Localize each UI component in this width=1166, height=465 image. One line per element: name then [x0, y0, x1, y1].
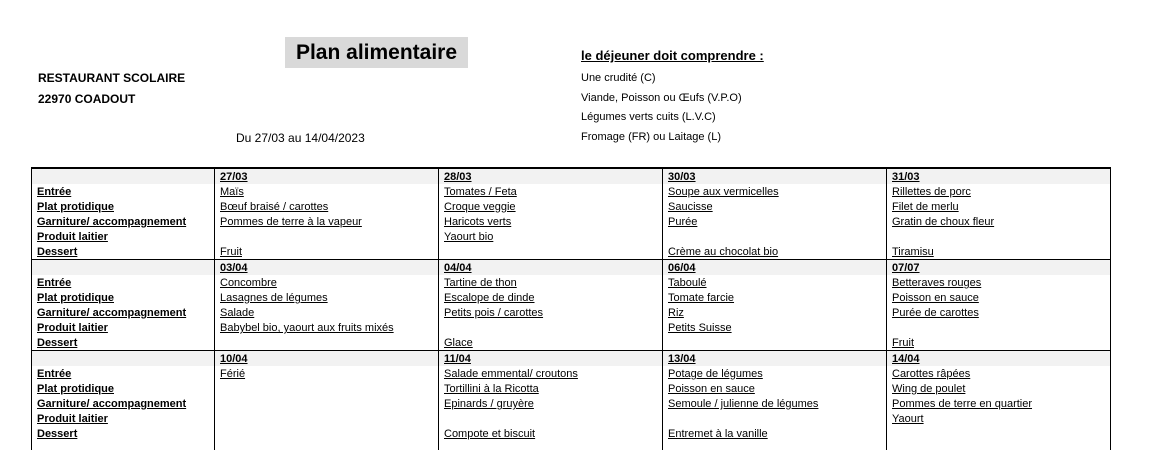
menu-cell: Pommes de terre en quartier [887, 396, 1111, 411]
date-cell: 13/04 [663, 351, 887, 367]
menu-cell: Bœuf braisé / carottes [215, 199, 439, 214]
menu-cell: Concombre [215, 275, 439, 290]
date-row-label [32, 260, 215, 276]
menu-cell: Betteraves rouges [887, 275, 1111, 290]
date-cell: 10/04 [215, 351, 439, 367]
menu-cell [215, 229, 439, 244]
table-row [32, 184, 1111, 199]
page-title: Plan alimentaire [285, 37, 468, 68]
row-label: Garniture/ accompagnement [32, 305, 215, 320]
menu-cell: Escalope de dinde [439, 290, 663, 305]
menu-cell: Fruit [215, 244, 439, 260]
menu-cell: Babybel bio, yaourt aux fruits mixés [215, 320, 439, 335]
row-label: Entrée [32, 275, 215, 290]
menu-cell: Férié [215, 366, 439, 381]
menu-cell: Haricots verts [439, 214, 663, 229]
menu-cell [439, 411, 663, 426]
org-name: RESTAURANT SCOLAIRE [38, 71, 186, 85]
menu-cell [663, 335, 887, 351]
date-cell: 06/04 [663, 260, 887, 276]
row-label: Produit laitier [32, 320, 215, 335]
menu-cell: Filet de merlu [887, 199, 1111, 214]
menu-cell [215, 381, 439, 396]
date-row [32, 168, 1111, 184]
menu-cell [887, 320, 1111, 335]
table-row [32, 396, 1111, 411]
menu-cell: Tomates / Feta [439, 184, 663, 199]
date-row-label [32, 168, 215, 184]
menu-cell: Compote et biscuit [439, 426, 663, 441]
date-row [32, 260, 1111, 276]
requirement-item: Viande, Poisson ou Œufs (V.P.O) [581, 92, 742, 104]
menu-cell: Yaourt bio [439, 229, 663, 244]
menu-cell [215, 426, 439, 441]
menu-cell: Potage de légumes [663, 366, 887, 381]
menu-cell: Salade [215, 305, 439, 320]
menu-cell: Poisson en sauce [663, 381, 887, 396]
menu-cell: Wing de poulet [887, 381, 1111, 396]
row-label: Plat protidique [32, 290, 215, 305]
table-row [32, 366, 1111, 381]
table-row [32, 290, 1111, 305]
table-row [32, 214, 1111, 229]
menu-cell [663, 411, 887, 426]
menu-cell: Rillettes de porc [887, 184, 1111, 199]
menu-cell: Yaourt [887, 411, 1111, 426]
menu-cell: Taboulé [663, 275, 887, 290]
menu-cell: Pommes de terre à la vapeur [215, 214, 439, 229]
row-label: Plat protidique [32, 199, 215, 214]
requirement-item: Une crudité (C) [581, 72, 656, 84]
table-row [32, 229, 1111, 244]
date-cell: 03/04 [215, 260, 439, 276]
menu-cell [887, 426, 1111, 441]
row-label: Produit laitier [32, 411, 215, 426]
table-bottom-row [32, 441, 1111, 450]
menu-cell: Petits Suisse [663, 320, 887, 335]
menu-cell: Croque veggie [439, 199, 663, 214]
menu-cell [439, 320, 663, 335]
menu-cell [439, 244, 663, 260]
menu-cell [215, 411, 439, 426]
date-row-label [32, 351, 215, 367]
requirement-item: Fromage (FR) ou Laitage (L) [581, 131, 721, 143]
menu-cell: Purée [663, 214, 887, 229]
period: Du 27/03 au 14/04/2023 [236, 131, 365, 145]
row-label: Dessert [32, 426, 215, 441]
table-row [32, 244, 1111, 260]
menu-cell: Entremet à la vanille [663, 426, 887, 441]
table-row [32, 411, 1111, 426]
table-row [32, 335, 1111, 351]
menu-cell: Gratin de choux fleur [887, 214, 1111, 229]
date-cell: 27/03 [215, 168, 439, 184]
table-row [32, 381, 1111, 396]
menu-cell [887, 229, 1111, 244]
menu-cell: Epinards / gruyère [439, 396, 663, 411]
row-label: Garniture/ accompagnement [32, 396, 215, 411]
row-label: Dessert [32, 244, 215, 260]
date-cell: 11/04 [439, 351, 663, 367]
menu-cell [215, 396, 439, 411]
menu-cell: Poisson en sauce [887, 290, 1111, 305]
menu-cell: Riz [663, 305, 887, 320]
requirement-item: Légumes verts cuits (L.V.C) [581, 111, 716, 123]
menu-cell: Saucisse [663, 199, 887, 214]
date-cell: 30/03 [663, 168, 887, 184]
date-cell: 14/04 [887, 351, 1111, 367]
table-row [32, 320, 1111, 335]
row-label: Entrée [32, 366, 215, 381]
date-cell: 07/07 [887, 260, 1111, 276]
menu-cell: Tartine de thon [439, 275, 663, 290]
date-cell: 31/03 [887, 168, 1111, 184]
menu-cell: Carottes râpées [887, 366, 1111, 381]
menu-cell: Semoule / julienne de légumes [663, 396, 887, 411]
table-row [32, 426, 1111, 441]
menu-cell: Purée de carottes [887, 305, 1111, 320]
row-label: Plat protidique [32, 381, 215, 396]
menu-cell: Lasagnes de légumes [215, 290, 439, 305]
table-row [32, 275, 1111, 290]
menu-cell: Salade emmental/ croutons [439, 366, 663, 381]
table-row [32, 305, 1111, 320]
menu-cell: Tomate farcie [663, 290, 887, 305]
row-label: Entrée [32, 184, 215, 199]
row-label: Dessert [32, 335, 215, 351]
menu-cell: Maïs [215, 184, 439, 199]
menu-cell: Crème au chocolat bio [663, 244, 887, 260]
requirements-title: le déjeuner doit comprendre : [581, 48, 764, 63]
org-city: 22970 COADOUT [38, 92, 136, 106]
table-row [32, 199, 1111, 214]
date-cell: 28/03 [439, 168, 663, 184]
menu-cell: Fruit [887, 335, 1111, 351]
menu-cell: Tortillini à la Ricotta [439, 381, 663, 396]
menu-table [31, 167, 1111, 450]
date-cell: 04/04 [439, 260, 663, 276]
menu-cell: Tiramisu [887, 244, 1111, 260]
menu-cell: Glace [439, 335, 663, 351]
date-row [32, 351, 1111, 367]
menu-cell [663, 229, 887, 244]
row-label: Garniture/ accompagnement [32, 214, 215, 229]
menu-cell: Petits pois / carottes [439, 305, 663, 320]
menu-cell: Soupe aux vermicelles [663, 184, 887, 199]
row-label: Produit laitier [32, 229, 215, 244]
menu-cell [215, 335, 439, 351]
